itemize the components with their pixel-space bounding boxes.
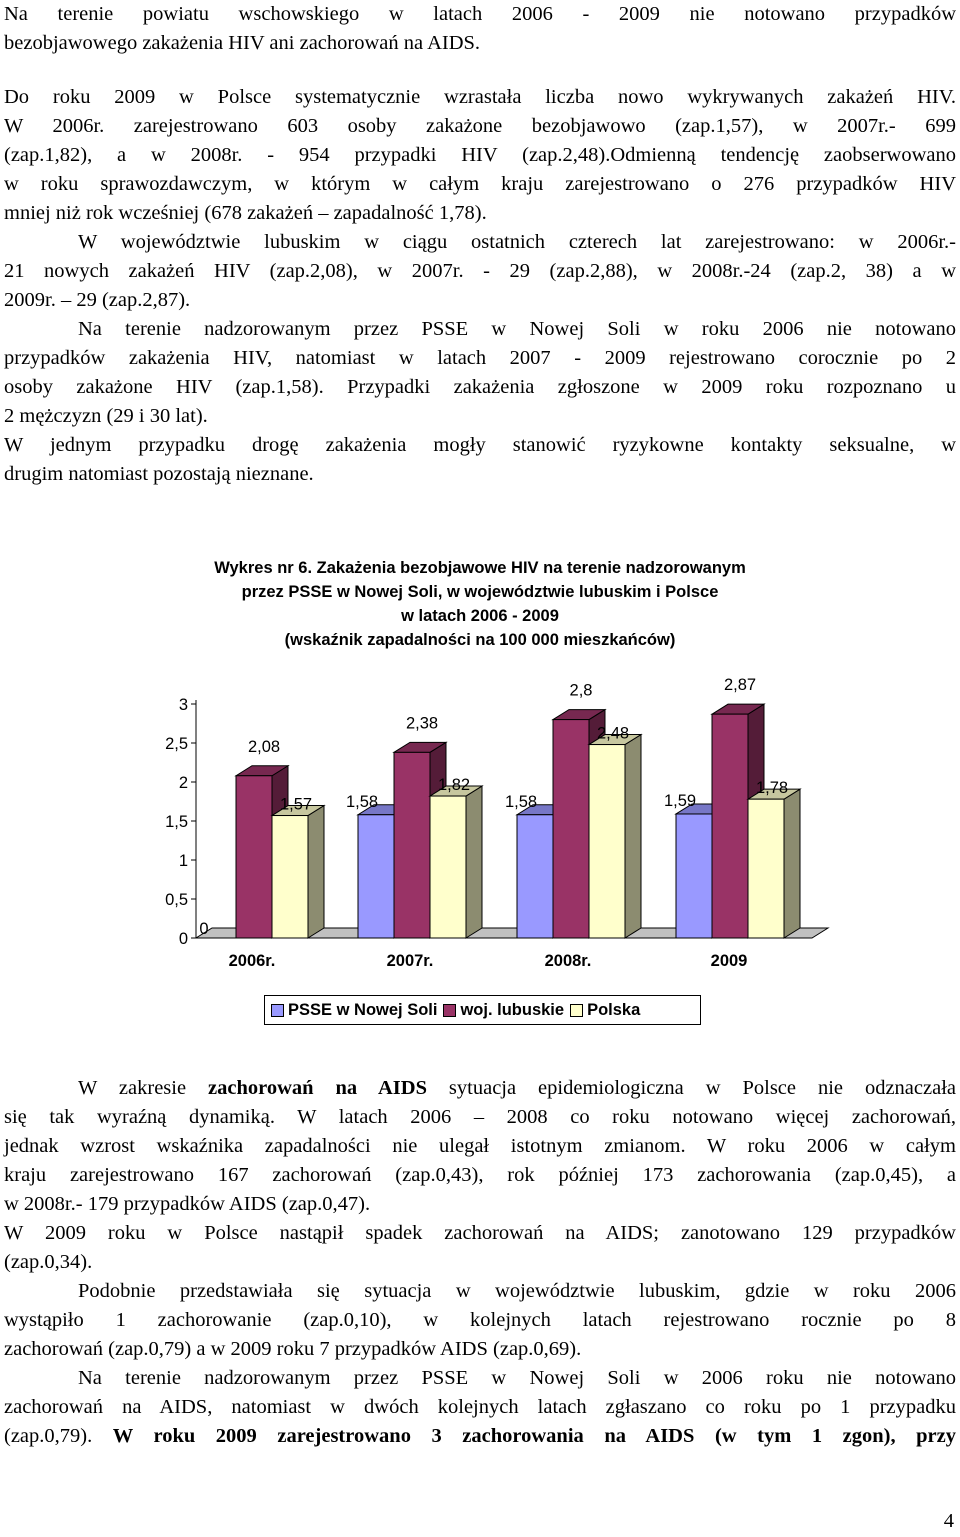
text-line [4, 1422, 956, 1451]
chart-title-line: przez PSSE w Nowej Soli, w województwie lubuskim i Polsce [241, 583, 719, 601]
data-label: 1,59 [663, 791, 697, 810]
paragraph-aids-2009 [4, 1219, 956, 1277]
text-line: Na terenie nadzorowanym przez PSSE w Nowej Soli w 2006 roku nie notowano [78, 1367, 956, 1389]
text-line: 2009r. – 29 (zap.2,87). [4, 289, 191, 311]
text-line: (zap.1,82), a w 2008r. - 954 przypadki HIV (zap.2,48).Odmienną tendencję zaobserwowano [4, 144, 956, 166]
text-line: zachorowań na AIDS, natomiast w dwóch kolejnych latach zgłaszano co roku po 1 przypadku [4, 1396, 956, 1418]
bar [394, 752, 430, 938]
text-line: bezobjawowego zakażenia HIV ani zachorowań na AIDS. [4, 32, 481, 54]
data-label: 2,87 [723, 676, 757, 695]
bar [517, 815, 553, 938]
data-label: 1,57 [279, 795, 313, 814]
legend-label: PSSE w Nowej Soli [288, 1000, 438, 1019]
text-line: (zap.0,34). [4, 1251, 93, 1273]
legend-item [271, 1001, 437, 1020]
data-label: 2,48 [596, 724, 630, 743]
bar-side [784, 789, 800, 938]
text-line: 2 mężczyzn (29 i 30 lat). [4, 405, 208, 427]
x-tick-label: 2006r. [228, 952, 276, 970]
text-line: osoby zakażone HIV (zap.1,58). Przypadki zakażenia zgłoszone w 2009 roku rozpoznano u [4, 376, 956, 398]
legend-swatch [570, 1004, 583, 1017]
bar-side [466, 786, 482, 938]
text-line: Na terenie powiatu wschowskiego w latach 2006 - 2009 nie notowano przypadków [4, 3, 956, 25]
bar [236, 776, 272, 938]
page-number: 4 [943, 1510, 954, 1532]
data-label: 2,08 [247, 737, 281, 756]
legend-item [570, 1001, 640, 1020]
y-tick-label: 2,5 [165, 735, 188, 753]
data-label: 2,8 [569, 681, 593, 700]
bar-chart [0, 670, 960, 990]
chart-title [120, 556, 840, 652]
text-line: drugim natomiast pozostają nieznane. [4, 463, 314, 485]
text-line: W 2009 roku w Polsce nastąpił spadek zachorowań na AIDS; zanotowano 129 przypadków [4, 1222, 956, 1244]
bar-side [308, 806, 324, 938]
text-run: sytuacja epidemiologiczna w Polsce nie odznaczała [426, 1077, 956, 1099]
chart-title-line: w latach 2006 - 2009 [401, 607, 559, 625]
data-label: 2,38 [405, 714, 439, 733]
data-label: 0 [199, 920, 209, 938]
text-line: Podobnie przedstawiała się sytuacja w województwie lubuskim, gdzie w roku 2006 [78, 1280, 956, 1302]
text-line: w 2008r.- 179 przypadków AIDS (zap.0,47). [4, 1193, 371, 1215]
x-tick-label: 2008r. [544, 952, 592, 970]
bar [358, 815, 394, 938]
text-line: mniej niż rok wcześniej (678 zakażeń – zapadalność 1,78). [4, 202, 487, 224]
text-line: Do roku 2009 w Polsce systematycznie wzrastała liczba nowo wykrywanych zakażeń HIV. [4, 86, 956, 108]
text-line [4, 1074, 956, 1103]
data-label: 1,82 [437, 776, 471, 795]
text-line: W województwie lubuskim w ciągu ostatnich czterech lat zarejestrowano: w 2006r.- [78, 231, 956, 253]
legend-label: woj. lubuskie [460, 1000, 565, 1019]
y-tick-label: 0,5 [165, 891, 188, 909]
y-tick-label: 1 [178, 852, 188, 870]
data-label: 1,78 [755, 779, 789, 798]
text-line: kraju zarejestrowano 167 zachorowań (zap.0,43), rok później 173 zachorowania (zap.0,45), a [4, 1164, 956, 1186]
text-line: jednak wzrost wskaźnika zapadalności nie ulegał istotnym zmianom. W roku 2006 w całym [4, 1135, 956, 1157]
paragraph-transmission [4, 431, 956, 489]
paragraph-hiv-pssе-nowa-sol [4, 315, 956, 431]
x-tick-label: 2007r. [386, 952, 434, 970]
bar [712, 714, 748, 938]
paragraph-hiv-poland [4, 83, 956, 228]
data-label: 1,58 [345, 792, 379, 811]
paragraph-powiat-wschowski [4, 0, 956, 58]
paragraph-aids-lubuskie [4, 1277, 956, 1364]
text-line: przypadków zakażenia HIV, natomiast w latach 2007 - 2009 rejestrowano corocznie po 2 [4, 347, 956, 369]
chart-title-line: (wskaźnik zapadalności na 100 000 mieszkańców) [284, 631, 676, 649]
text-run: (zap.0,79). [4, 1425, 113, 1447]
text-line: zachorowań (zap.0,79) a w 2009 roku 7 przypadków AIDS (zap.0,69). [4, 1338, 582, 1360]
chart-title-line: Wykres nr 6. Zakażenia bezobjawowe HIV na terenie nadzorowanym [214, 559, 746, 577]
legend-swatch [271, 1004, 284, 1017]
bar [589, 745, 625, 938]
x-tick-label: 2009 [710, 952, 748, 970]
text-line: w roku sprawozdawczym, w którym w całym kraju zarejestrowano o 276 przypadków HIV [4, 173, 956, 195]
bar [430, 796, 466, 938]
bar [676, 814, 712, 938]
text-line: W jednym przypadku drogę zakażenia mogły stanowić ryzykowne kontakty seksualne, w [4, 434, 956, 456]
bar [748, 799, 784, 938]
text-line: W 2006r. zarejestrowano 603 osoby zakażone bezobjawowo (zap.1,57), w 2007r.- 699 [4, 115, 956, 137]
text-line: 21 nowych zakażeń HIV (zap.2,08), w 2007r. - 29 (zap.2,88), w 2008r.-24 (zap.2, 38) a w [4, 260, 956, 282]
y-tick-label: 1,5 [165, 813, 188, 831]
bar-side [625, 735, 641, 938]
chart-legend [264, 995, 701, 1025]
y-tick-label: 0 [178, 930, 188, 948]
text-run: W zakresie [78, 1077, 209, 1099]
bar [272, 816, 308, 938]
text-run-bold: W roku 2009 zarejestrowano 3 zachorowania na AIDS (w tym 1 zgon), przy [112, 1425, 956, 1447]
text-line: się tak wyraźną dynamiką. W latach 2006 – 2008 co roku notowano więcej zachorowań, [4, 1106, 956, 1128]
legend-swatch [443, 1004, 456, 1017]
legend-item [443, 1001, 564, 1020]
paragraph-aids-poland [4, 1074, 956, 1219]
data-label: 1,58 [504, 792, 538, 811]
y-tick-label: 3 [178, 696, 188, 714]
y-tick-label: 2 [178, 774, 188, 792]
bar [553, 720, 589, 938]
text-run-bold: zachorowań na AIDS [208, 1077, 427, 1099]
text-line: Na terenie nadzorowanym przez PSSE w Nowej Soli w roku 2006 nie notowano [78, 318, 956, 340]
paragraph-aids-pssе-nowa-sol [4, 1364, 956, 1451]
paragraph-hiv-lubuskie [4, 228, 956, 315]
text-line: wystąpiło 1 zachorowanie (zap.0,10), w kolejnych latach rejestrowano rocznie po 8 [4, 1309, 956, 1331]
legend-label: Polska [587, 1000, 641, 1019]
